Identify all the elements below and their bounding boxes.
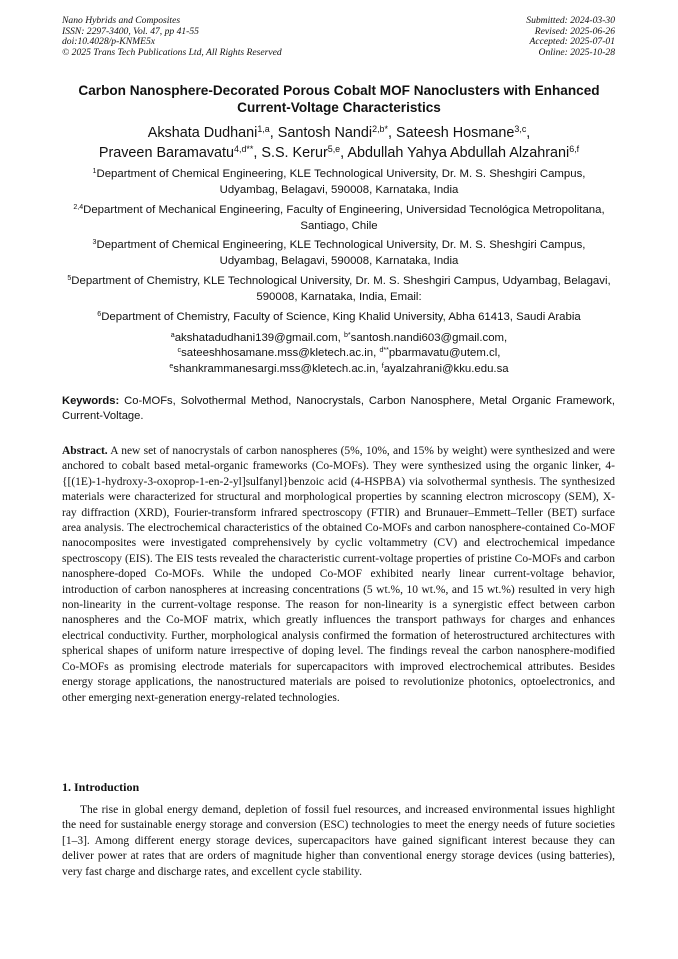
journal-name: Nano Hybrids and Composites (62, 15, 181, 26)
author-name: Sateesh Hosmane (395, 125, 515, 141)
author-affiliation-mark: 6,f (569, 143, 580, 154)
affiliation-mark: 3 (92, 239, 97, 247)
abstract-label: Abstract. (62, 445, 108, 457)
affiliation-2 (62, 203, 616, 234)
author-affiliation-mark: 4,d** (234, 143, 254, 154)
author-separator: , (387, 125, 396, 141)
email-mark: f (381, 362, 384, 370)
paper-title: Carbon Nanosphere-Decorated Porous Cobalt MOF Nanoclusters with Enhanced Current-Voltage Characteristics (78, 83, 600, 115)
revised-date: Revised: 2025-06-26 (534, 25, 615, 37)
affiliation-6 (62, 310, 616, 326)
email-list: $^a$akshatadudhani139@gmail.com, $^{b*}$santosh.nandi603@gmail.com, $^c$sateeshhosamane.mss@kletech.ac.in, $^{d**}$pbarmavatu@utem.cl, $^e$shankrammanesargi.mss@kletech.ac.in, $^f$ayalzahrani@kku.edu.sa (169, 332, 509, 375)
online-date: Online: 2025-10-28 (538, 46, 615, 58)
keywords-label: Keywords: (62, 395, 120, 407)
author-separator: , (269, 125, 278, 141)
author-affiliation-mark: 1,a (257, 124, 270, 135)
email-link[interactable]: shankrammanesargi.mss@kletech.ac.in (173, 362, 376, 375)
section-heading: 1. Introduction (62, 780, 140, 794)
affiliation-3 (62, 238, 616, 269)
accepted-date: Accepted: 2025-07-01 (529, 36, 615, 48)
email-link[interactable]: pbarmavatu@utem.cl (388, 347, 498, 360)
author-name: Santosh Nandi (277, 125, 373, 141)
doi-line: doi:10.4028/p-KNME5x (62, 36, 155, 48)
author-affiliation-mark: 2,b* (372, 124, 388, 135)
author-name: Abdullah Yahya Abdullah Alzahrani (347, 144, 570, 161)
author-affiliation-mark: 5,e (327, 143, 341, 154)
abstract (62, 444, 615, 706)
affiliation-text: Department of Chemistry, Faculty of Science, King Khalid University, Abha 61413, Saudi Arabia (101, 311, 581, 323)
author-affiliation-mark: 3,c (514, 124, 527, 135)
keywords-text: Co-MOFs, Solvothermal Method, Nanocrystals, Carbon Nanosphere, Metal Organic Framework, Current-Voltage. (62, 395, 615, 422)
affiliation-text: Department of Mechanical Engineering, Faculty of Engineering, Universidad Tecnológica Metropolitana, Santiago, Chile (83, 204, 605, 232)
affiliation-text: Department of Chemical Engineering, KLE Technological University, Dr. M. S. Sheshgiri Campus, Udyambag, Belagavi, 590008, Karnataka, India (96, 239, 586, 267)
publication-dates (526, 16, 615, 58)
author-separator: , (340, 144, 348, 161)
author-list (50, 124, 628, 163)
author-separator: , (526, 125, 531, 141)
email-mark: a (170, 332, 175, 340)
submitted-date: Submitted: 2024-03-30 (526, 15, 615, 26)
email-mark: d** (379, 347, 389, 355)
email-link[interactable]: santosh.nandi603@gmail.com (350, 332, 505, 344)
copyright-line: © 2025 Trans Tech Publications Ltd, All Rights Reserved (62, 46, 282, 58)
affiliation-5 (62, 274, 616, 305)
email-mark: e (169, 362, 174, 370)
email-link[interactable]: sateeshhosamane.mss@kletech.ac.in (181, 347, 374, 360)
affiliation-mark: 6 (97, 311, 102, 319)
affiliation-mark: 5 (67, 275, 72, 283)
introduction-paragraph: The rise in global energy demand, depletion of fossil fuel resources, and increased environmental issues highlight the need for sustainable energy storage and conversion (ESC) technologies to meet the energy needs of future societies [1–3]. Among different energy storage devices, supercapacitors have gained significant interest because they can deliver power at rates that are orders of magnitude higher than conventional energy storage devices (using batteries), very fast charge and discharge rates, and excellent cycle stability. (62, 804, 615, 878)
email-mark: c (177, 347, 182, 355)
author-name: Praveen Baramavatu (98, 144, 235, 161)
affiliation-text: Department of Chemical Engineering, KLE Technological University, Dr. M. S. Sheshgiri Campus, Udyambag, Belagavi, 590008, Karnataka, India (96, 168, 586, 196)
author-name: Akshata Dudhani (147, 125, 258, 141)
author-name: S.S. Kerur (261, 144, 328, 161)
email-mark: b* (343, 332, 351, 340)
abstract-text: A new set of nanocrystals of carbon nanospheres (5%, 10%, and 15% by weight) were synthesized and were anchored to cobalt based metal-organic frameworks (Co-MOFs). They were synthesized using the organic linker, 4-{[(1E)-1-hydroxy-3-oxoprop-1-en-2-yl]sulfanyl}benzoic acid (4-HSPBA) via solvothermal synthesis. The synthesized materials were characterized for structural and morphological properties by scanning electron microscopy (SEM), X-ray diffraction (XRD), Fourier-transform infrared spectroscopy (FTIR) and Brunauer–Emmett–Teller (BET) surface area analysis. The electrochemical characteristics of the obtained Co-MOFs and carbon nanosphere-contained Co-MOF nanocomposites were investigated comprehensively by cyclic voltammetry (CV) and electrochemical impedance spectroscopy (EIS). The EIS tests revealed the characteristic current-voltage properties of pristine Co-MOFs and carbon nanosphere-doped Co-MOFs. While the undoped Co-MOF exhibited nearly linear current-voltage behavior, introduction of carbon nanospheres at increasing concentrations (5 wt.%, 10 wt.%, and 15 wt.%) resulted in very high non-linearity in the current-voltage response. The reason for non-linearity is a synergistic effect between carbon nanospheres and the Co-MOF matrix, which greatly influences the transport pathways for charges and enhances electrical conductivity. Further, morphological analysis confirmed the formation of heterostructured architectures with spherical shapes of uniform nature irrespective of doping level. The findings reveal the carbon nanosphere-modified Co-MOFs as promising electrode materials for supercapacitors with improved electrochemical attributes. Besides energy storage applications, the nanostructured materials are poised to revolutionize photonics, optoelectronics, and other emerging next-generation energy-related technologies. (62, 445, 615, 704)
affiliation-text: Department of Chemistry, KLE Technological University, Dr. M. S. Sheshgiri Campus, Udyambag, Belagavi, 590008, Karnataka, India, Email: (71, 275, 611, 303)
email-link[interactable]: akshatadudhani139@gmail.com (174, 332, 338, 344)
affiliation-mark: 2,4 (73, 204, 84, 212)
affiliation-1 (62, 167, 616, 198)
affiliation-mark: 1 (92, 168, 97, 176)
email-link[interactable]: ayalzahrani@kku.edu.sa (383, 362, 509, 375)
keywords (62, 394, 615, 423)
issn-line: ISSN: 2297-3400, Vol. 47, pp 41-55 (62, 25, 199, 37)
author-separator: , (253, 144, 262, 161)
journal-info (62, 16, 282, 58)
